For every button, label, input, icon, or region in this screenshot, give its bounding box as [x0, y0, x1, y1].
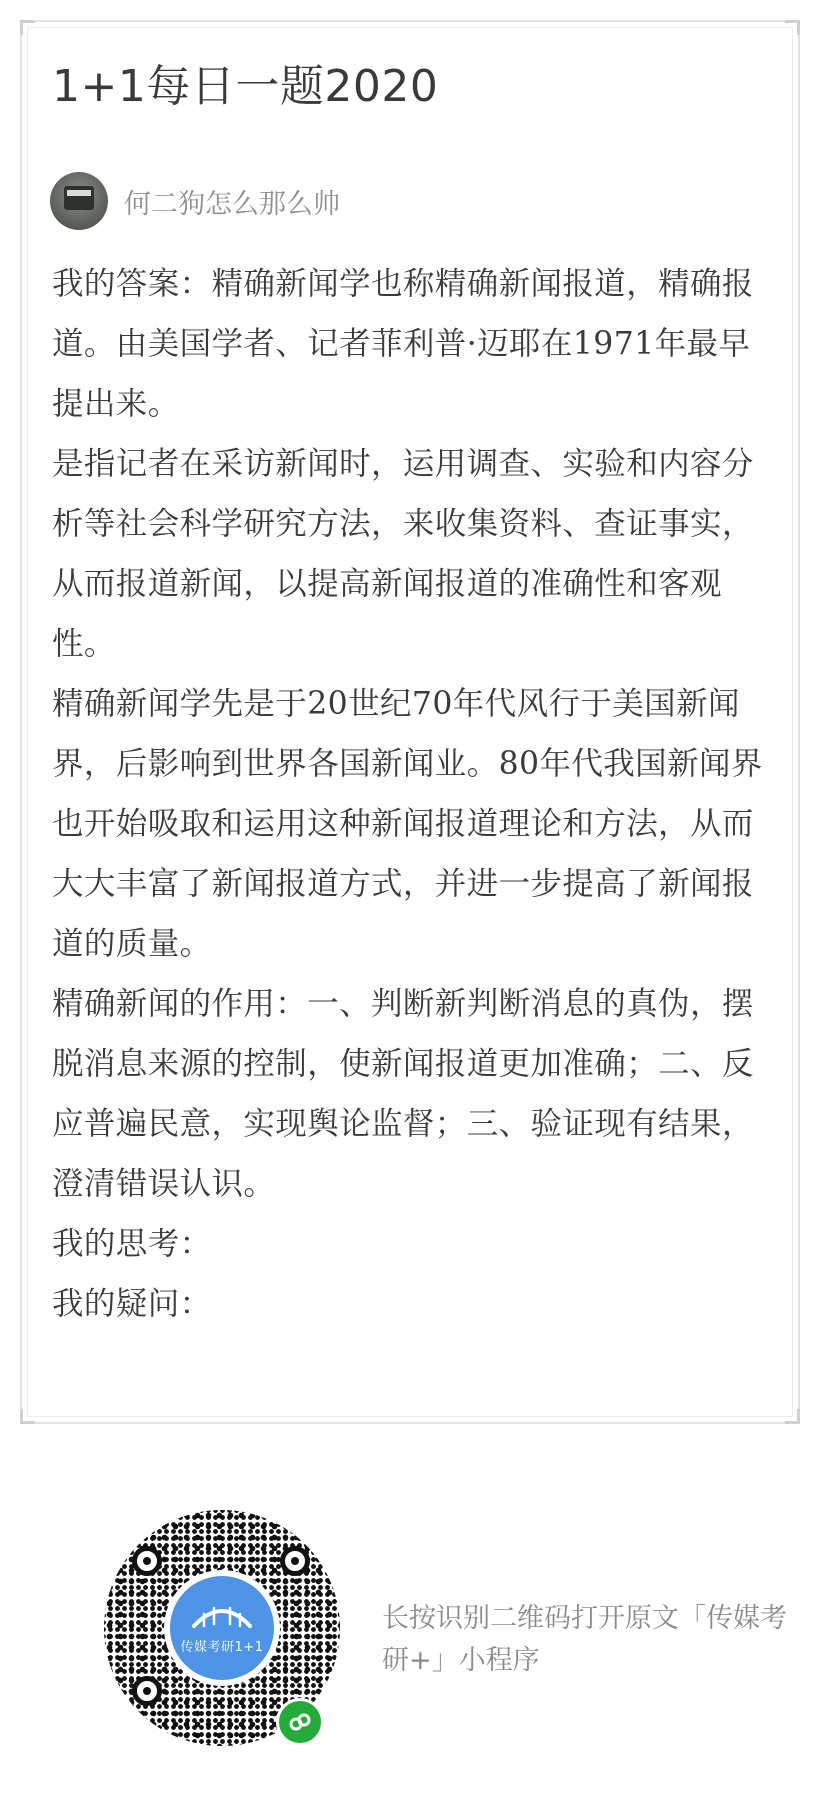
- qr-finder-mark: [280, 1546, 310, 1576]
- paragraph-answer: 我的答案：精确新闻学也称精确新闻报道，精确报道。由美国学者、记者菲利普·迈耶在1971年最早提出来。: [52, 266, 754, 422]
- mini-program-footer: [0, 1490, 820, 1770]
- paragraph-history: 精确新闻学先是于20世纪70年代风行于美国新闻界，后影响到世界各国新闻业。80年代我国新闻界也开始吸取和运用这种新闻报道理论和方法，从而大大丰富了新闻报道方式，并进一步提高了新闻报道的质量。: [52, 686, 763, 962]
- article-title: 1+1每日一题2020: [52, 61, 439, 112]
- mini-program-icon: [276, 1698, 324, 1746]
- corner-ornament: [785, 20, 800, 35]
- paragraph-question: 我的疑问：: [52, 1286, 212, 1322]
- author-name[interactable]: 何二狗怎么那么帅: [124, 188, 340, 220]
- corner-ornament: [785, 1409, 800, 1424]
- qr-finder-mark: [132, 1676, 162, 1706]
- article-card: [20, 20, 800, 1424]
- paragraph-function: 精确新闻的作用：一、判断新判断消息的真伪，摆脱消息来源的控制，使新闻报道更加准确；二、反应普遍民意，实现舆论监督；三、验证现有结果，澄清错误认识。: [52, 986, 754, 1202]
- paragraph-definition: 是指记者在采访新闻时，运用调查、实验和内容分析等社会科学研究方法，来收集资料、查证事实，从而报道新闻，以提高新闻报道的准确性和客观性。: [52, 446, 754, 662]
- author-row[interactable]: [50, 172, 340, 230]
- avatar[interactable]: [50, 172, 108, 230]
- brand-logo-text: 传媒考研1+1: [180, 1639, 264, 1655]
- link-icon: [287, 1709, 313, 1735]
- brand-logo: [170, 1576, 274, 1680]
- corner-ornament: [20, 20, 35, 35]
- bridge-icon: [190, 1602, 254, 1632]
- qr-caption: 长按识别二维码打开原文「传媒考研+」小程序: [382, 1603, 787, 1676]
- qr-finder-mark: [132, 1546, 162, 1576]
- paragraph-thinking: 我的思考：: [52, 1226, 212, 1262]
- corner-ornament: [20, 1409, 35, 1424]
- article-body: [52, 254, 774, 1334]
